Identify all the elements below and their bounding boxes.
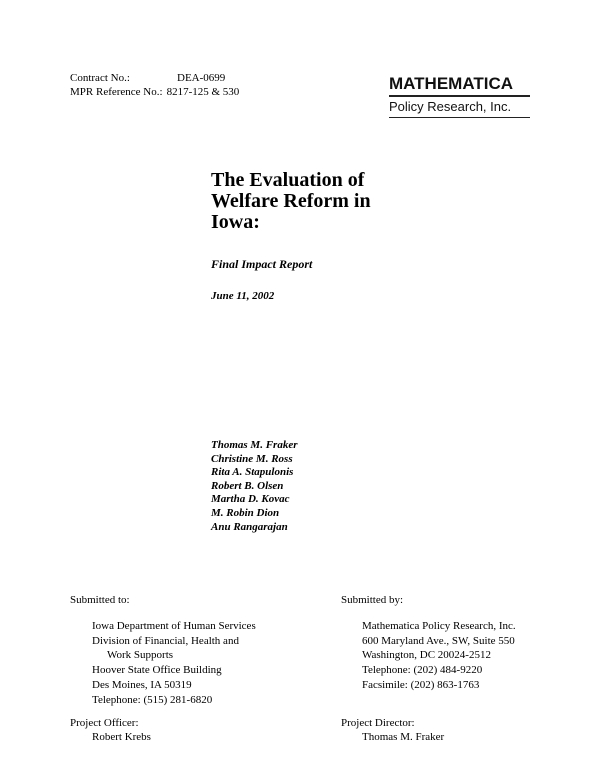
logo-brand: MATHEMATICA [389, 74, 514, 93]
report-title [211, 170, 431, 233]
author: Anu Rangarajan [211, 520, 288, 533]
contract-row [70, 71, 239, 85]
project-officer-label: Project Officer: [70, 717, 139, 729]
contract-info [70, 71, 239, 99]
submitted-by-label: Submitted by: [341, 594, 404, 606]
submitted-by-address [362, 619, 516, 693]
address-line: Mathematica Policy Research, Inc. [362, 620, 516, 632]
address-line: Hoover State Office Building [92, 664, 222, 677]
address-line: Work Supports [107, 649, 174, 662]
mathematica-logo [389, 74, 530, 118]
address-line: Facsimile: (202) 863-1763 [362, 678, 480, 691]
author-list [211, 439, 298, 534]
address-line: Division of Financial, Health and [92, 634, 239, 647]
project-officer-name: Robert Krebs [92, 731, 151, 743]
contract-label: Contract No.: [70, 72, 130, 84]
author: Martha D. Kovac [211, 493, 290, 506]
author: Christine M. Ross [211, 452, 293, 465]
project-director-name: Thomas M. Fraker [362, 731, 445, 743]
address-line: Iowa Department of Human Services [92, 620, 256, 632]
author: Robert B. Olsen [211, 479, 284, 492]
mpr-row [70, 85, 239, 99]
submitted-to-label: Submitted to: [70, 594, 130, 606]
address-line: Telephone: (515) 281-6820 [92, 693, 213, 706]
report-subtitle: Final Impact Report [211, 257, 313, 271]
logo-subtitle: Policy Research, Inc. [389, 99, 512, 114]
author: M. Robin Dion [211, 506, 280, 519]
logo-rule [389, 95, 530, 97]
title-line: The Evaluation of [211, 169, 365, 191]
address-line: Washington, DC 20024-2512 [362, 649, 491, 662]
author: Thomas M. Fraker [211, 439, 298, 451]
address-line: Telephone: (202) 484-9220 [362, 664, 483, 677]
title-line: Iowa: [211, 211, 260, 233]
address-line: 600 Maryland Ave., SW, Suite 550 [362, 634, 515, 647]
title-line: Welfare Reform in [211, 190, 371, 212]
mpr-value: 8217-125 & 530 [166, 86, 240, 98]
address-line: Des Moines, IA 50319 [92, 678, 192, 691]
submitted-to-address [92, 619, 256, 707]
mpr-label: MPR Reference No.: [70, 86, 163, 98]
contract-value: DEA-0699 [177, 72, 226, 84]
project-director-label: Project Director: [341, 717, 415, 729]
logo-rule-bottom [389, 117, 530, 118]
report-date: June 11, 2002 [211, 290, 275, 302]
author: Rita A. Stapulonis [211, 466, 294, 479]
